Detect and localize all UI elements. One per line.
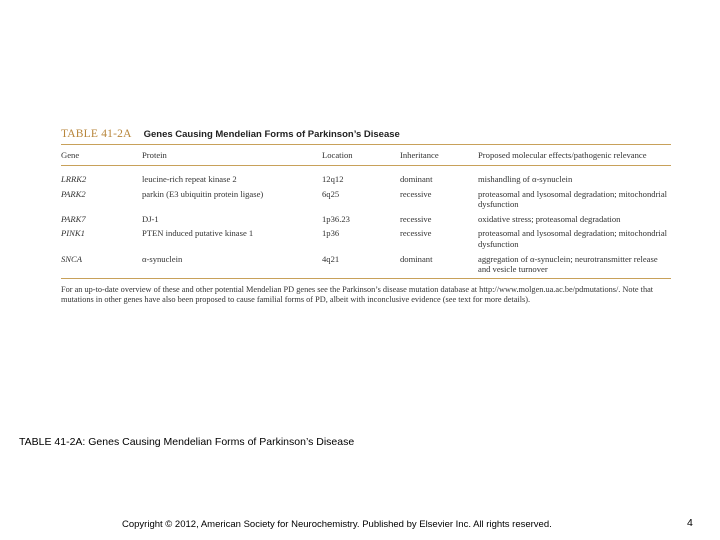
table-figure [61, 128, 671, 305]
slide-caption: TABLE 41-2A: Genes Causing Mendelian Forms of Parkinson’s Disease [19, 436, 355, 448]
cell-location: 1p36.23 [322, 213, 350, 224]
cell-gene: PARK2 [61, 188, 86, 199]
cell-effects: proteasomal and lysosomal degradation; mitochondrial dysfunction [478, 188, 668, 210]
table-number: TABLE 41-2A [61, 128, 132, 140]
table-row [61, 189, 671, 214]
table-row [61, 214, 671, 229]
cell-protein: DJ-1 [142, 213, 159, 224]
cell-protein: parkin (E3 ubiquitin protein ligase) [142, 188, 264, 199]
table-footnote: For an up-to-date overview of these and other potential Mendelian PD genes see the Parkinson’s disease mutation database at http://www.molgen.ua.ac.be/pdmutations/. Note that mutations in other genes have also been proposed to cause familial forms of PD, albeit with inconclusive evidence (see text for more details). [61, 284, 654, 304]
cell-gene: SNCA [61, 254, 142, 279]
cell-gene: PINK1 [61, 228, 85, 239]
header-gene: Gene [61, 145, 142, 166]
cell-protein: PTEN induced putative kinase 1 [142, 228, 254, 239]
cell-location: 1p36 [322, 228, 340, 239]
cell-protein: α-synuclein [142, 254, 322, 279]
table-row [61, 228, 671, 253]
cell-gene: LRRK2 [61, 174, 87, 184]
header-effects: Proposed molecular effects/pathogenic relevance [478, 145, 671, 166]
header-location: Location [322, 145, 400, 166]
cell-inheritance: recessive [400, 188, 432, 199]
cell-inheritance: dominant [400, 174, 433, 184]
cell-inheritance: recessive [400, 228, 432, 239]
table-row [61, 166, 671, 189]
cell-protein: leucine-rich repeat kinase 2 [142, 174, 237, 184]
table-header-row [61, 145, 671, 166]
cell-effects: aggregation of α-synuclein; neurotransmitter release and vesicle turnover [478, 254, 671, 279]
cell-inheritance: dominant [400, 254, 478, 279]
cell-location: 6q25 [322, 188, 340, 199]
cell-location: 4q21 [322, 254, 400, 279]
cell-effects: proteasomal and lysosomal degradation; mitochondrial dysfunction [478, 228, 668, 249]
page-number: 4 [687, 517, 693, 529]
gene-table [61, 145, 671, 279]
cell-inheritance: recessive [400, 213, 432, 224]
cell-gene: PARK7 [61, 213, 86, 224]
cell-effects: mishandling of α-synuclein [478, 174, 573, 184]
header-inheritance: Inheritance [400, 145, 478, 166]
header-protein: Protein [142, 145, 322, 166]
table-title-row [61, 128, 671, 145]
table-caption: Genes Causing Mendelian Forms of Parkinson’s Disease [143, 129, 400, 140]
table-row [61, 254, 671, 279]
copyright-notice: Copyright © 2012, American Society for Neurochemistry. Published by Elsevier Inc. All rights reserved. [122, 519, 552, 530]
cell-effects: oxidative stress; proteasomal degradation [478, 213, 621, 224]
cell-location: 12q12 [322, 174, 344, 184]
